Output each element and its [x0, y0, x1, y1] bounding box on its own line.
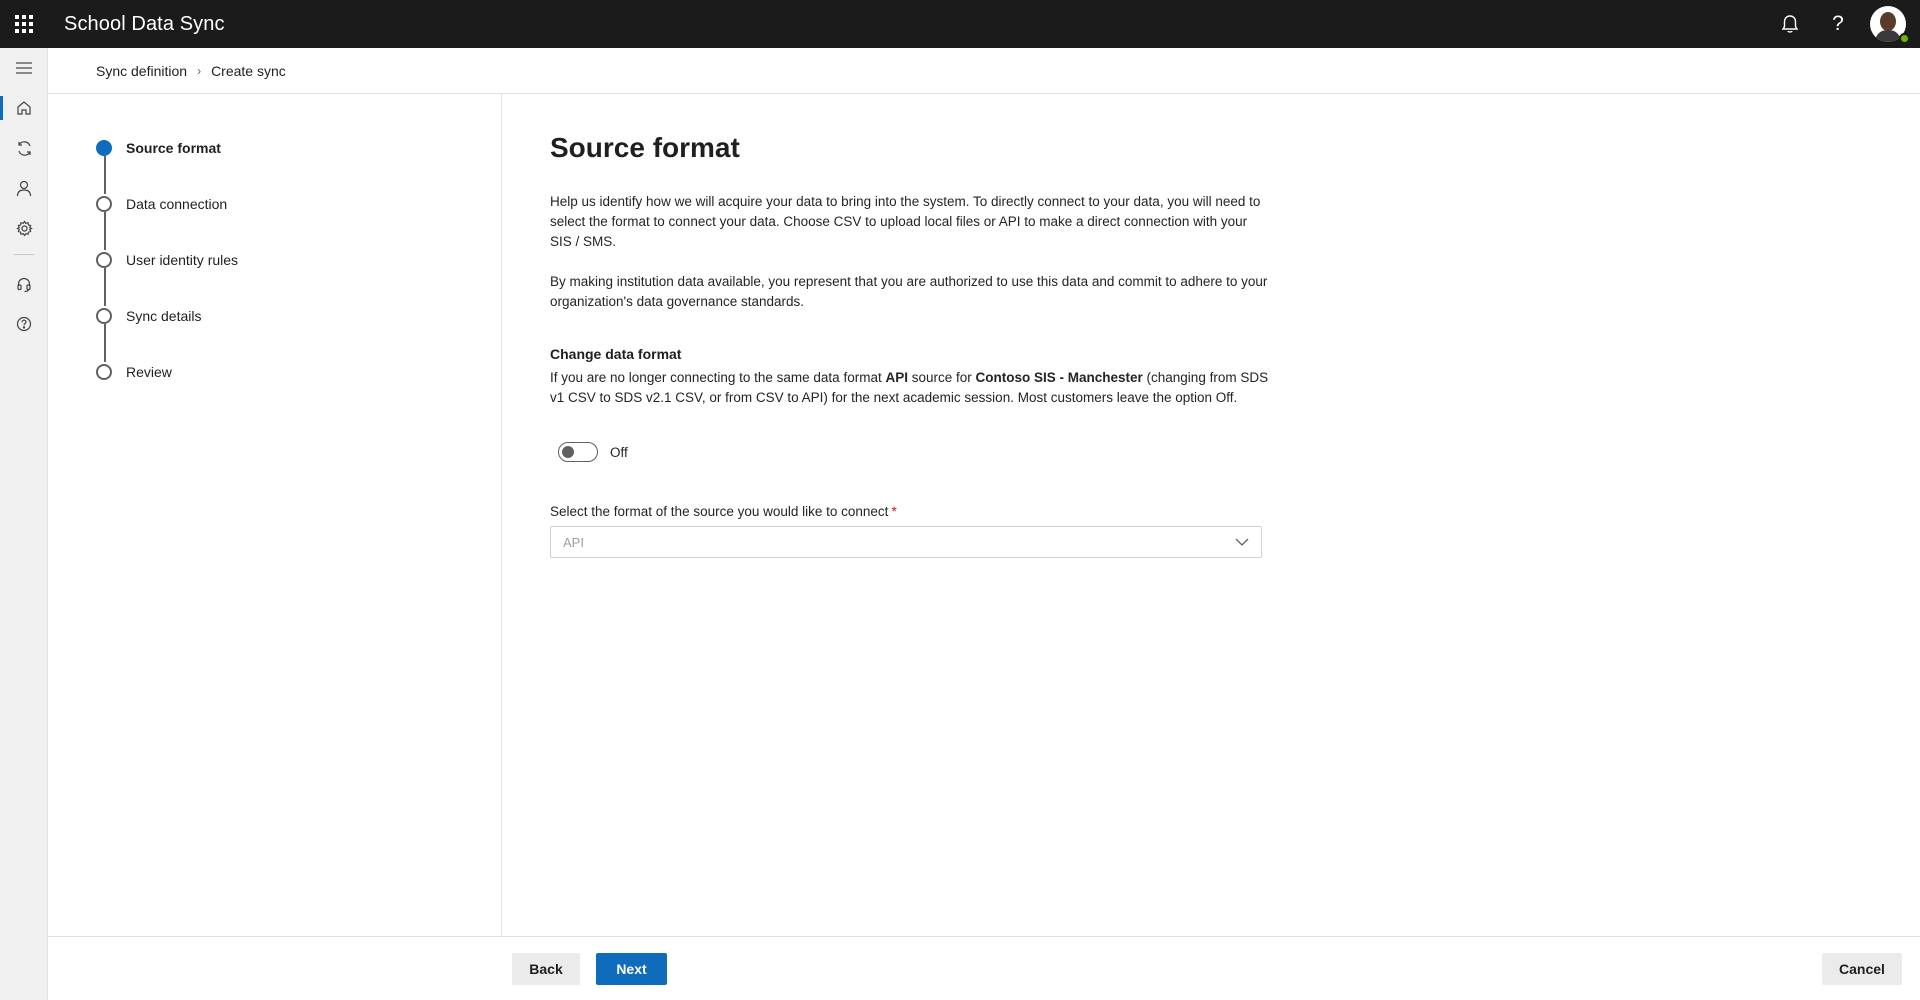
hamburger-icon[interactable] [0, 48, 48, 88]
app-title: School Data Sync [64, 12, 225, 35]
toggle-knob [562, 446, 574, 458]
presence-status-icon [1899, 33, 1910, 44]
step-label: User identity rules [126, 252, 239, 268]
source-format-value: API [563, 534, 584, 550]
help-icon[interactable]: ? [1832, 12, 1844, 35]
step-review[interactable] [96, 364, 172, 380]
question-circle-icon[interactable] [0, 304, 48, 344]
rail-divider [14, 254, 34, 255]
step-label: Data connection [126, 196, 228, 212]
breadcrumb-create-sync: Create sync [211, 62, 286, 79]
step-indicator-icon [96, 252, 112, 268]
change-format-toggle-row [558, 442, 628, 462]
next-button[interactable]: Next [596, 953, 667, 985]
step-connector [104, 324, 106, 362]
cancel-button[interactable]: Cancel [1822, 953, 1902, 985]
source-format-dropdown[interactable] [550, 526, 1262, 558]
step-source-format[interactable] [96, 140, 221, 156]
step-connector [104, 156, 106, 194]
chevron-right-icon: › [197, 63, 202, 78]
gear-icon[interactable] [0, 208, 48, 248]
back-button[interactable]: Back [512, 953, 580, 985]
toggle-state-label: Off [610, 444, 628, 460]
step-data-connection[interactable] [96, 196, 227, 212]
step-indicator-icon [96, 364, 112, 380]
wizard-steps-panel [48, 94, 502, 936]
account-avatar[interactable] [1862, 0, 1914, 48]
person-icon[interactable] [0, 168, 48, 208]
change-data-format-description: If you are no longer connecting to the same data format API source for Contoso SIS - Manchester (changing from SDS v1 CSV to SDS v2.1 CSV, or from CSV to API) for the next academic session. Most customers leave the option Off. [550, 370, 1269, 405]
bell-icon[interactable] [1766, 0, 1814, 48]
step-indicator-icon [96, 140, 112, 156]
step-user-identity-rules[interactable] [96, 252, 238, 268]
chevron-down-icon [1235, 538, 1249, 546]
step-indicator-icon [96, 196, 112, 212]
app-launcher-icon[interactable] [0, 0, 48, 48]
governance-paragraph: By making institution data available, you represent that you are authorized to use this data and commit to adhere to your organization's data governance standards. [550, 274, 1268, 309]
home-icon[interactable] [0, 88, 48, 128]
step-label: Source format [126, 140, 221, 156]
footer-bar [48, 936, 1920, 1000]
format-select-label: Select the format of the source you would like to connect * [550, 504, 897, 519]
step-sync-details[interactable] [96, 308, 201, 324]
change-data-format-heading: Change data format [550, 346, 682, 362]
change-format-toggle[interactable] [558, 442, 598, 462]
breadcrumb-sync-definition[interactable]: Sync definition [96, 62, 188, 79]
left-navigation-rail [0, 48, 48, 1000]
breadcrumb [48, 48, 1920, 94]
step-label: Sync details [126, 308, 202, 324]
intro-paragraph: Help us identify how we will acquire your data to bring into the system. To directly connect to your data, you will need to select the format to connect your data. Choose CSV to upload local files or API to make a direct connection with your SIS / SMS. [550, 194, 1261, 249]
sync-icon[interactable] [0, 128, 48, 168]
headset-icon[interactable] [0, 264, 48, 304]
page-title: Source format [550, 132, 740, 163]
step-connector [104, 212, 106, 250]
top-bar [0, 0, 1920, 48]
step-label: Review [126, 364, 172, 380]
required-marker: * [891, 504, 897, 519]
step-indicator-icon [96, 308, 112, 324]
step-connector [104, 268, 106, 306]
